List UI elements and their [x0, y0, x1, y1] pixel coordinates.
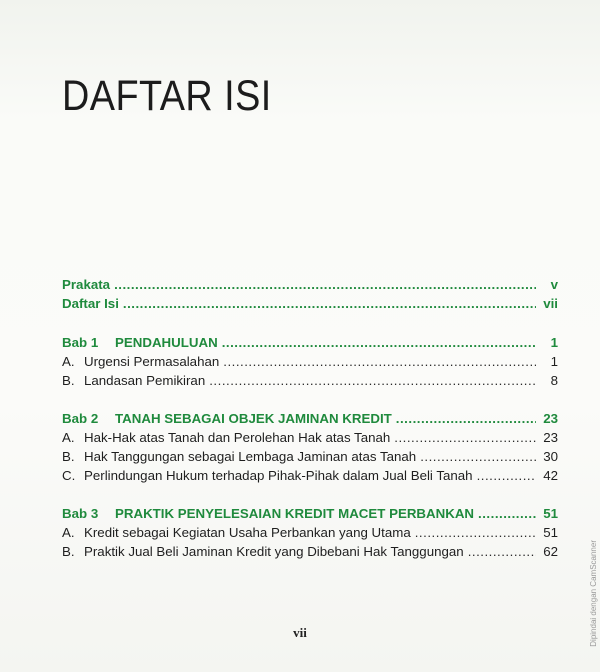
toc-entry-page: 8: [550, 373, 558, 388]
toc-entry-page: 30: [543, 449, 558, 464]
toc-section[interactable]: [62, 373, 558, 392]
page-number: vii: [293, 625, 307, 640]
chapter-title: TANAH SEBAGAI OBJEK JAMINAN KREDIT: [115, 411, 392, 426]
toc-entry-prakata[interactable]: [62, 277, 558, 296]
toc-entry-page: 62: [543, 544, 558, 559]
toc-section[interactable]: [62, 354, 558, 373]
toc-entry-page: vii: [543, 296, 558, 311]
section-letter: A.: [62, 430, 75, 445]
toc-section[interactable]: [62, 449, 558, 468]
chapter-number: Bab 2: [62, 411, 99, 426]
section-title: Hak-Hak atas Tanah dan Perolehan Hak atas Tanah: [84, 430, 391, 445]
chapter-number: Bab 1: [62, 335, 99, 350]
toc-section[interactable]: [62, 544, 558, 563]
chapter-number: Bab 3: [62, 506, 99, 521]
section-title: Perlindungan Hukum terhadap Pihak-Pihak dalam Jual Beli Tanah: [84, 468, 473, 483]
scanner-watermark: Dipindai dengan CamScanner: [589, 540, 598, 647]
toc-entry-page: v: [550, 277, 558, 292]
toc-chapter-3[interactable]: [62, 506, 558, 525]
toc-entry-daftar-isi[interactable]: [62, 296, 558, 315]
dot-leader: [396, 411, 536, 426]
dot-leader: [222, 335, 536, 350]
toc-entry-page: 23: [543, 411, 558, 426]
section-letter: A.: [62, 354, 75, 369]
dot-leader: [123, 296, 536, 311]
section-title: Urgensi Permasalahan: [84, 354, 220, 369]
section-title: Praktik Jual Beli Jaminan Kredit yang Dibebani Hak Tanggungan: [84, 544, 464, 559]
dot-leader: [114, 277, 536, 292]
chapter-title: PENDAHULUAN: [115, 335, 218, 350]
toc-entry-label: Prakata: [62, 277, 111, 292]
section-letter: C.: [62, 468, 76, 483]
toc-entry-label: Daftar Isi: [62, 296, 119, 311]
dot-leader: [420, 449, 536, 464]
dot-leader: [477, 468, 536, 483]
dot-leader: [394, 430, 536, 445]
toc-entry-page: 23: [543, 430, 558, 445]
page-title: DAFTAR ISI: [62, 72, 272, 120]
section-title: Hak Tanggungan sebagai Lembaga Jaminan atas Tanah: [84, 449, 417, 464]
section-letter: B.: [62, 544, 75, 559]
table-of-contents: [62, 277, 558, 563]
toc-entry-page: 1: [550, 354, 558, 369]
toc-entry-page: 51: [543, 506, 558, 521]
toc-chapter-1[interactable]: [62, 335, 558, 354]
section-title: Kredit sebagai Kegiatan Usaha Perbankan yang Utama: [84, 525, 411, 540]
section-title: Landasan Pemikiran: [84, 373, 206, 388]
chapter-title: PRAKTIK PENYELESAIAN KREDIT MACET PERBANKAN: [115, 506, 475, 521]
toc-section[interactable]: [62, 468, 558, 487]
toc-entry-page: 51: [543, 525, 558, 540]
toc-section[interactable]: [62, 430, 558, 449]
toc-entry-page: 1: [550, 335, 558, 350]
dot-leader: [209, 373, 536, 388]
section-letter: B.: [62, 449, 75, 464]
dot-leader: [415, 525, 536, 540]
dot-leader: [223, 354, 536, 369]
toc-section[interactable]: [62, 525, 558, 544]
section-letter: B.: [62, 373, 75, 388]
section-letter: A.: [62, 525, 75, 540]
toc-chapter-2[interactable]: [62, 411, 558, 430]
dot-leader: [468, 544, 536, 559]
toc-entry-page: 42: [543, 468, 558, 483]
dot-leader: [478, 506, 536, 521]
